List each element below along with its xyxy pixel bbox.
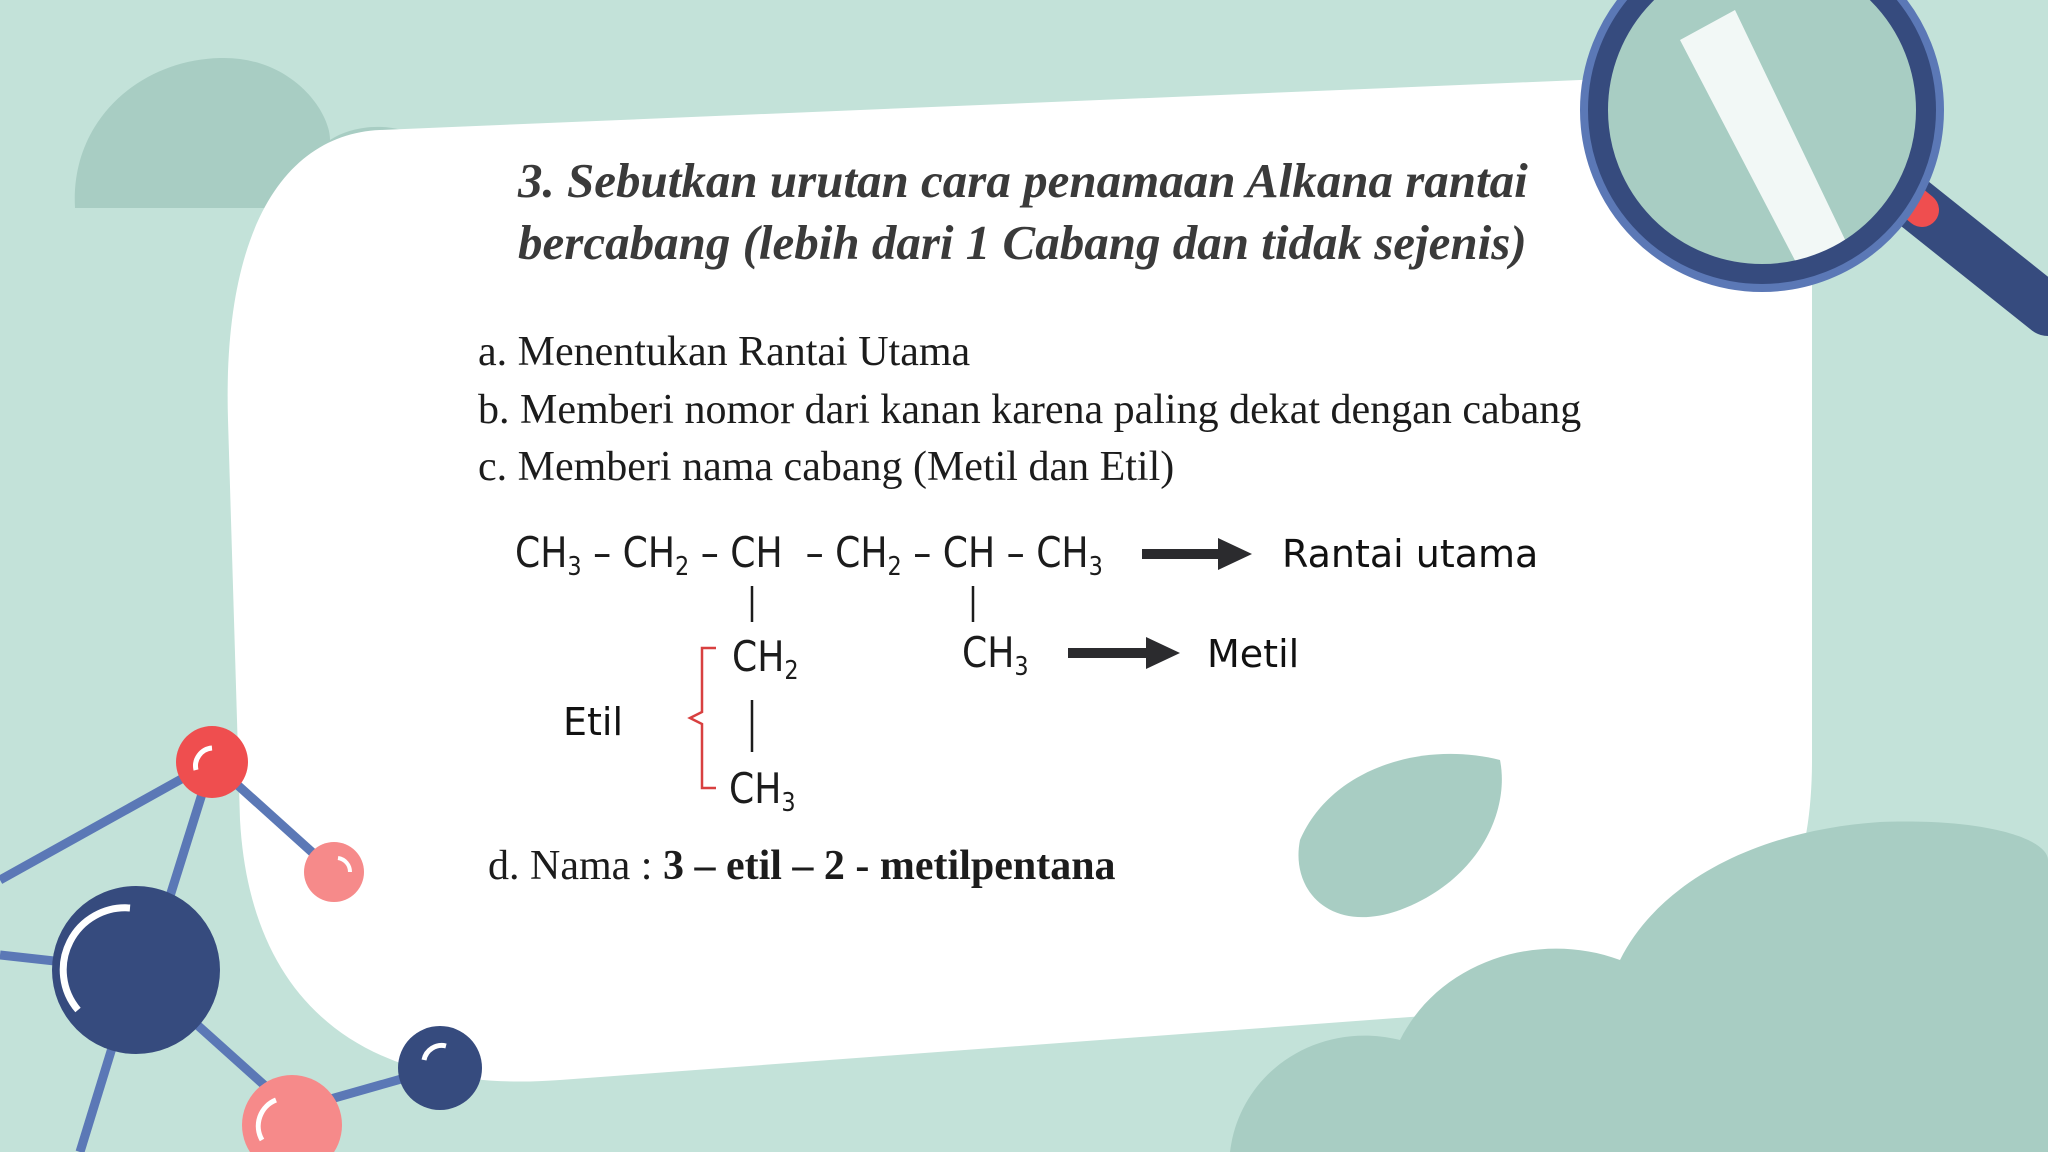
slide-title bbox=[518, 150, 1618, 274]
label-main-chain: Rantai utama bbox=[1282, 532, 1539, 576]
title-line-1: 3. Sebutkan urutan cara penamaan Alkana rantai bbox=[518, 153, 1528, 208]
atom-c6: – $CH_3$ bbox=[995, 528, 1103, 582]
atom-c3: – CH bbox=[689, 528, 783, 577]
label-methyl: Metil bbox=[1207, 632, 1300, 676]
atom-c1: $CH_3$ bbox=[515, 528, 582, 582]
atom-c4: – $CH_2$ bbox=[782, 528, 902, 582]
step-b: b. Memberi nomor dari kanan karena paling dekat dengan cabang bbox=[478, 387, 1582, 433]
step-a: a. Menentukan Rantai Utama bbox=[478, 329, 971, 375]
final-prefix: d. Nama : bbox=[488, 843, 663, 889]
final-name bbox=[488, 842, 1116, 890]
atom-c2: – $CH_2$ bbox=[581, 528, 690, 582]
step-c: c. Memberi nama cabang (Metil dan Etil) bbox=[478, 444, 1175, 490]
label-ethyl: Etil bbox=[563, 700, 624, 744]
main-chain-formula bbox=[515, 528, 1103, 582]
title-line-2: bercabang (lebih dari 1 Cabang dan tidak sejenis) bbox=[518, 215, 1527, 270]
atom-c5: – CH bbox=[901, 528, 996, 577]
ethyl-ch3: $CH_3$ bbox=[729, 764, 796, 818]
final-compound-name: 3 – etil – 2 - metilpentana bbox=[662, 843, 1116, 889]
methyl-branch: $CH_3$ bbox=[962, 628, 1029, 682]
ethyl-ch2: $CH_2$ bbox=[732, 632, 799, 686]
